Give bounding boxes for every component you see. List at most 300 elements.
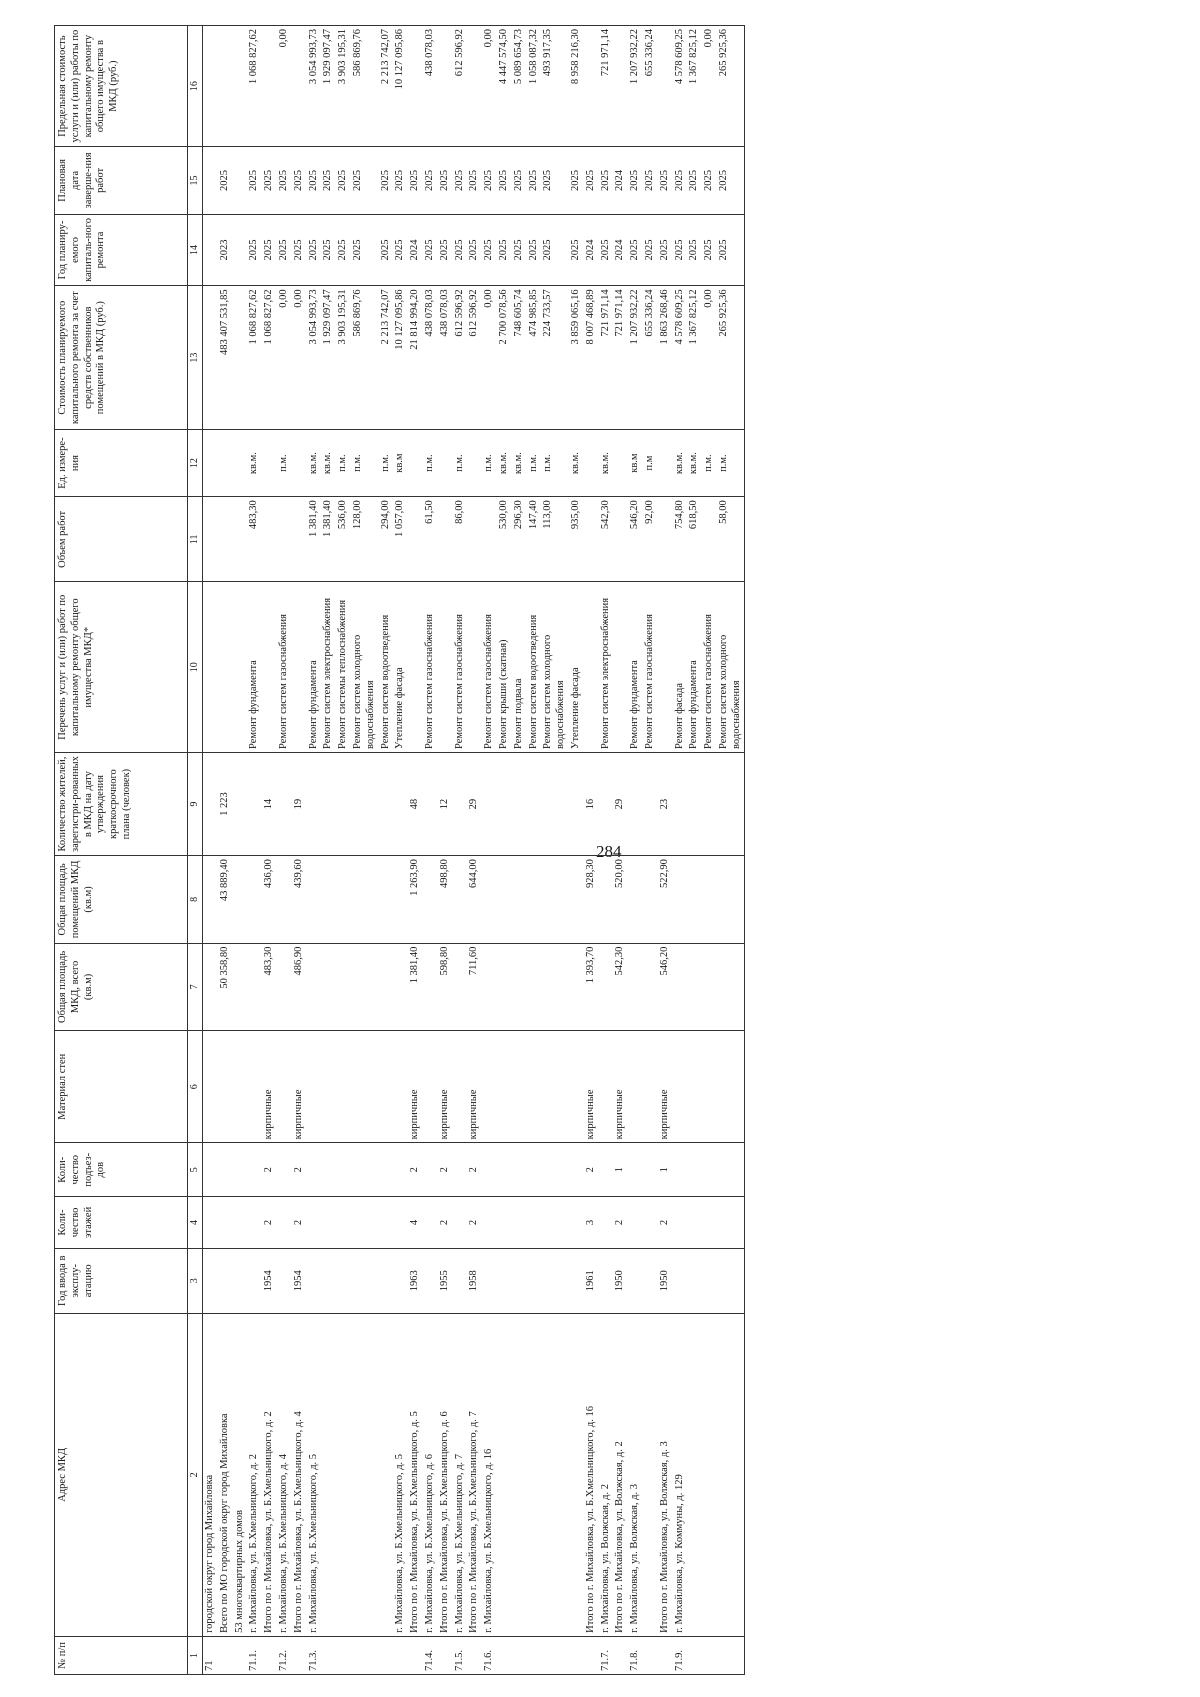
table-cell (527, 1313, 542, 1636)
table-cell: 12 (438, 752, 453, 855)
table-cell: Ремонт фундамента (628, 582, 643, 753)
table-cell (497, 1636, 512, 1674)
table-cell: 2 (262, 1197, 277, 1249)
table-cell (218, 1197, 233, 1249)
table-cell: 483 407 531,85 (218, 286, 233, 430)
table-cell (628, 752, 643, 855)
table-cell: 2025 (277, 214, 292, 286)
table-cell: 1 381,40 (408, 943, 423, 1030)
table-cell (247, 1031, 262, 1143)
table-cell: п.м. (717, 429, 745, 496)
table-cell (423, 752, 438, 855)
table-row (408, 26, 423, 1675)
table-cell (203, 582, 218, 753)
table-cell (512, 752, 527, 855)
table-cell: 2024 (584, 214, 599, 286)
table-cell: 536,00 (336, 497, 351, 582)
table-cell: п.м. (482, 429, 497, 496)
table-cell (379, 856, 394, 943)
column-number-8: 8 (188, 856, 203, 943)
table-cell: Ремонт систем газоснабжения (643, 582, 658, 753)
table-cell (467, 1636, 482, 1674)
table-cell: 2025 (336, 214, 351, 286)
table-cell: 438 078,03 (438, 286, 453, 430)
table-row (687, 26, 702, 1675)
table-cell (482, 1197, 497, 1249)
table-cell: 0,00 (277, 26, 292, 147)
table-cell (512, 1143, 527, 1197)
table-cell: Ремонт систем газоснабжения (482, 582, 497, 753)
table-cell (336, 856, 351, 943)
column-number-14: 14 (188, 214, 203, 286)
column-header-2: Адрес МКД (55, 1313, 188, 1636)
table-cell (233, 497, 248, 582)
table-cell (453, 1197, 468, 1249)
table-cell: 2 (292, 1197, 307, 1249)
table-cell (336, 1031, 351, 1143)
table-cell (203, 147, 218, 214)
table-cell: 546,20 (628, 497, 643, 582)
column-header-11: Объем работ (55, 497, 188, 582)
table-cell: 2025 (541, 147, 569, 214)
table-cell (336, 1248, 351, 1313)
table-cell (497, 943, 512, 1030)
table-cell (203, 214, 218, 286)
column-header-7: Общая площадь МКД, всего (кв.м) (55, 943, 188, 1030)
table-cell (233, 147, 248, 214)
table-cell: г. Михайловка, ул. Коммуны, д. 129 (673, 1313, 688, 1636)
table-cell: 8 007 468,89 (584, 286, 599, 430)
table-cell: 598,80 (438, 943, 453, 1030)
table-cell: 2025 (262, 147, 277, 214)
table-cell (321, 1313, 336, 1636)
table-cell (628, 1197, 643, 1249)
table-cell: 265 925,36 (717, 286, 745, 430)
table-cell: 16 (584, 752, 599, 855)
table-cell (393, 1248, 408, 1313)
table-cell (262, 582, 277, 753)
table-cell (233, 286, 248, 430)
table-cell: 23 (658, 752, 673, 855)
table-cell (717, 752, 745, 855)
table-cell: 2025 (393, 147, 408, 214)
table-cell (658, 497, 673, 582)
column-number-15: 15 (188, 147, 203, 214)
table-cell: 3 054 993,73 (307, 26, 322, 147)
table-cell (379, 1636, 394, 1674)
table-cell (702, 497, 717, 582)
table-cell: 498,80 (438, 856, 453, 943)
table-cell (233, 582, 248, 753)
table-cell (569, 1031, 584, 1143)
table-cell: кирпичные (438, 1031, 453, 1143)
table-cell (541, 1313, 569, 1636)
table-cell: 483,30 (262, 943, 277, 1030)
table-cell (687, 856, 702, 943)
table-cell: 586 869,76 (351, 26, 379, 147)
table-cell (393, 752, 408, 855)
page-number: 284 (596, 842, 622, 861)
table-cell (599, 943, 614, 1030)
table-cell (527, 1197, 542, 1249)
table-cell: Ремонт систем газоснабжения (423, 582, 438, 753)
table-cell: 0,00 (482, 26, 497, 147)
table-cell: 294,00 (379, 497, 394, 582)
table-cell: Утепление фасада (569, 582, 584, 753)
table-cell: 1 381,40 (307, 497, 322, 582)
table-cell: 2025 (599, 214, 614, 286)
table-row (512, 26, 527, 1675)
table-cell (599, 752, 614, 855)
table-row (379, 26, 394, 1675)
table-cell: п.м. (702, 429, 717, 496)
table-cell (203, 856, 218, 943)
table-cell (336, 1197, 351, 1249)
table-cell (527, 1031, 542, 1143)
table-cell (584, 26, 599, 147)
table-cell: 3 903 195,31 (336, 286, 351, 430)
table-cell (438, 26, 453, 147)
table-cell: 50 358,80 (218, 943, 233, 1030)
table-cell (467, 26, 482, 147)
table-cell: 2025 (393, 214, 408, 286)
table-cell: г. Михайловка, ул. Б.Хмельницкого, д. 5 (393, 1313, 408, 1636)
table-cell: 3 (584, 1197, 599, 1249)
table-cell: 1 068 827,62 (247, 286, 262, 430)
table-cell: 71.9. (673, 1636, 688, 1674)
table-cell: 296,30 (512, 497, 527, 582)
table-cell: 3 903 195,31 (336, 26, 351, 147)
column-header-16: Предельная стоимость услуги и (или) работы по капитальному ремонту общего имущества в МКД (руб.) (55, 26, 188, 147)
table-cell: 61,50 (423, 497, 438, 582)
table-cell: п.м (643, 429, 658, 496)
table-cell (702, 856, 717, 943)
table-cell (702, 1636, 717, 1674)
table-cell (702, 1313, 717, 1636)
table-cell (497, 1248, 512, 1313)
table-cell (247, 1248, 262, 1313)
table-cell: 1 393,70 (584, 943, 599, 1030)
table-cell (687, 1248, 702, 1313)
table-cell (321, 1248, 336, 1313)
table-cell (512, 856, 527, 943)
table-cell (541, 1197, 569, 1249)
table-cell (512, 1197, 527, 1249)
table-cell: 2 (584, 1143, 599, 1197)
table-cell (717, 1248, 745, 1313)
table-cell (233, 752, 248, 855)
table-cell: 2025 (599, 147, 614, 214)
table-cell (453, 752, 468, 855)
table-cell (569, 752, 584, 855)
column-number-6: 6 (188, 1031, 203, 1143)
table-cell (379, 752, 394, 855)
table-row (351, 26, 379, 1675)
table-cell: 71.3. (307, 1636, 322, 1674)
table-cell: 265 925,36 (717, 26, 745, 147)
table-cell: 438 078,03 (423, 286, 438, 430)
table-cell (467, 497, 482, 582)
table-cell: 1 057,00 (393, 497, 408, 582)
table-cell (717, 1031, 745, 1143)
table-cell (393, 1197, 408, 1249)
table-cell (717, 1197, 745, 1249)
table-cell (423, 1197, 438, 1249)
table-cell (203, 1031, 218, 1143)
table-cell (584, 1636, 599, 1674)
column-number-4: 4 (188, 1197, 203, 1249)
table-cell (247, 1143, 262, 1197)
table-cell: 754,80 (673, 497, 688, 582)
table-cell (541, 1143, 569, 1197)
table-cell (497, 1031, 512, 1143)
table-cell (687, 1313, 702, 1636)
table-cell: 1 381,40 (321, 497, 336, 582)
table-cell (218, 26, 233, 147)
table-cell (277, 1248, 292, 1313)
table-cell: Ремонт фундамента (307, 582, 322, 753)
table-cell (321, 1143, 336, 1197)
table-cell: 1961 (584, 1248, 599, 1313)
table-cell: 86,00 (453, 497, 468, 582)
table-cell: 1 367 825,12 (687, 286, 702, 430)
table-cell (262, 26, 277, 147)
table-cell (643, 752, 658, 855)
table-row (702, 26, 717, 1675)
table-cell: 486,90 (292, 943, 307, 1030)
table-cell (527, 856, 542, 943)
table-cell: 2025 (482, 214, 497, 286)
table-cell: 1950 (658, 1248, 673, 1313)
table-cell: г. Михайловка, ул. Б.Хмельницкого, д. 2 (247, 1313, 262, 1636)
table-cell: 71.1. (247, 1636, 262, 1674)
table-cell (497, 1143, 512, 1197)
table-cell: 483,30 (247, 497, 262, 582)
table-cell: 2025 (628, 147, 643, 214)
table-cell: 2025 (467, 214, 482, 286)
table-cell: 586 869,76 (351, 286, 379, 430)
table-cell: 530,00 (497, 497, 512, 582)
column-header-9: Количество жителей, зарегистри-рованных в МКД на дату утверждения краткосрочного плана (человек) (55, 752, 188, 855)
table-cell (393, 856, 408, 943)
column-number-9: 9 (188, 752, 203, 855)
table-cell (203, 26, 218, 147)
table-cell: 2025 (497, 214, 512, 286)
column-number-2: 2 (188, 1313, 203, 1636)
table-cell (307, 1248, 322, 1313)
table-cell (218, 1636, 233, 1674)
column-number-16: 16 (188, 26, 203, 147)
table-cell: 618,50 (687, 497, 702, 582)
table-cell: 1 929 097,47 (321, 26, 336, 147)
table-cell: 2025 (541, 214, 569, 286)
table-cell: кв.м. (599, 429, 614, 496)
table-cell (628, 856, 643, 943)
table-row (541, 26, 569, 1675)
table-cell (351, 943, 379, 1030)
table-cell: 4 (408, 1197, 423, 1249)
table-cell: 2025 (673, 214, 688, 286)
column-number-7: 7 (188, 943, 203, 1030)
table-row (393, 26, 408, 1675)
table-cell: г. Михайловка, ул. Б.Хмельницкого, д. 7 (453, 1313, 468, 1636)
table-cell (541, 752, 569, 855)
table-row (599, 26, 614, 1675)
table-row (569, 26, 584, 1675)
table-cell: 2 (467, 1143, 482, 1197)
table-cell (658, 582, 673, 753)
table-cell (233, 26, 248, 147)
table-cell (599, 1143, 614, 1197)
table-cell (599, 1031, 614, 1143)
table-cell (569, 943, 584, 1030)
table-cell: Ремонт подвала (512, 582, 527, 753)
table-cell: 1963 (408, 1248, 423, 1313)
table-row (247, 26, 262, 1675)
table-cell: Ремонт систем газоснабжения (277, 582, 292, 753)
table-cell (527, 1636, 542, 1674)
table-cell (497, 1313, 512, 1636)
table-cell (277, 1031, 292, 1143)
table-cell (643, 1197, 658, 1249)
table-cell (673, 856, 688, 943)
table-cell (438, 582, 453, 753)
table-cell: 0,00 (292, 286, 307, 430)
table-cell: 612 596,92 (453, 26, 468, 147)
table-cell: кирпичные (408, 1031, 423, 1143)
column-header-3: Год ввода в эксплу-атацию (55, 1248, 188, 1313)
table-cell (702, 943, 717, 1030)
column-header-14: Год планиру-емого капиталь-ного ремонта (55, 214, 188, 286)
table-cell: 2025 (584, 147, 599, 214)
table-cell (569, 1197, 584, 1249)
table-cell: кв.м. (512, 429, 527, 496)
table-cell: г. Михайловка, ул. Б.Хмельницкого, д. 5 (307, 1313, 322, 1636)
table-cell (408, 582, 423, 753)
table-cell (613, 1636, 628, 1674)
table-cell (453, 943, 468, 1030)
table-cell: 546,20 (658, 943, 673, 1030)
table-cell: 721 971,14 (613, 286, 628, 430)
table-cell (687, 1031, 702, 1143)
table-cell (233, 943, 248, 1030)
table-cell: 2025 (379, 214, 394, 286)
table-cell: кирпичные (292, 1031, 307, 1143)
table-cell: 2025 (687, 147, 702, 214)
table-cell (351, 1031, 379, 1143)
table-cell (599, 1197, 614, 1249)
table-cell: г. Михайловка, ул. Б.Хмельницкого, д. 4 (277, 1313, 292, 1636)
table-cell: Ремонт систем холодного водоснабжения (717, 582, 745, 753)
table-cell: 2025 (247, 147, 262, 214)
column-number-13: 13 (188, 286, 203, 430)
table-cell: 2025 (292, 147, 307, 214)
table-cell (673, 1143, 688, 1197)
table-cell: 542,30 (613, 943, 628, 1030)
table-cell: 2025 (277, 147, 292, 214)
table-cell (233, 1031, 248, 1143)
table-cell: 2 700 078,56 (497, 286, 512, 430)
table-cell (423, 856, 438, 943)
table-row (584, 26, 599, 1675)
table-cell: 43 889,40 (218, 856, 233, 943)
table-cell (233, 429, 248, 496)
table-row (613, 26, 628, 1675)
table-cell: 4 578 609,25 (673, 26, 688, 147)
table-cell: 2025 (321, 214, 336, 286)
table-cell (351, 1636, 379, 1674)
table-cell (247, 752, 262, 855)
column-number-5: 5 (188, 1143, 203, 1197)
table-cell: 58,00 (717, 497, 745, 582)
table-cell (438, 497, 453, 582)
table-cell (247, 856, 262, 943)
table-cell (277, 943, 292, 1030)
table-cell (379, 1313, 394, 1636)
table-cell: Ремонт систем газоснабжения (702, 582, 717, 753)
table-cell (379, 943, 394, 1030)
table-cell: 2025 (321, 147, 336, 214)
table-cell: 2025 (307, 147, 322, 214)
table-cell (379, 1143, 394, 1197)
table-cell: 522,90 (658, 856, 673, 943)
table-cell (203, 943, 218, 1030)
table-cell (336, 1313, 351, 1636)
table-cell (512, 1248, 527, 1313)
table-cell (218, 582, 233, 753)
table-cell: 935,00 (569, 497, 584, 582)
table-cell: 1954 (292, 1248, 307, 1313)
table-cell (351, 1313, 379, 1636)
table-cell (482, 1248, 497, 1313)
table-cell (497, 856, 512, 943)
table-cell: 2025 (497, 147, 512, 214)
table-cell (482, 497, 497, 582)
table-cell: 71.6. (482, 1636, 497, 1674)
table-cell (482, 1031, 497, 1143)
table-cell: 2025 (379, 147, 394, 214)
table-cell (321, 1636, 336, 1674)
table-cell: 2 (262, 1143, 277, 1197)
table-cell (569, 856, 584, 943)
table-cell: 1 (658, 1143, 673, 1197)
table-cell: 71.7. (599, 1636, 614, 1674)
table-cell (541, 1031, 569, 1143)
table-cell: 1 223 (218, 752, 233, 855)
table-cell: 71.5. (453, 1636, 468, 1674)
table-cell: 2025 (351, 147, 379, 214)
column-number-12: 12 (188, 429, 203, 496)
table-cell (643, 1143, 658, 1197)
table-cell (643, 1248, 658, 1313)
table-cell (307, 856, 322, 943)
table-cell: 2025 (292, 214, 307, 286)
table-cell (277, 856, 292, 943)
table-cell: 0,00 (702, 26, 717, 147)
table-cell (203, 286, 218, 430)
table-cell (423, 1031, 438, 1143)
table-cell (453, 1031, 468, 1143)
table-cell (292, 1636, 307, 1674)
table-cell (643, 1313, 658, 1636)
table-cell (541, 856, 569, 943)
table-cell: Ремонт систем газоснабжения (453, 582, 468, 753)
table-cell: Итого по г. Михайловка, ул. Б.Хмельницкого, д. 7 (467, 1313, 482, 1636)
table-cell: 2025 (717, 147, 745, 214)
table-cell: 2 (613, 1197, 628, 1249)
column-number-11: 11 (188, 497, 203, 582)
table-cell (643, 856, 658, 943)
